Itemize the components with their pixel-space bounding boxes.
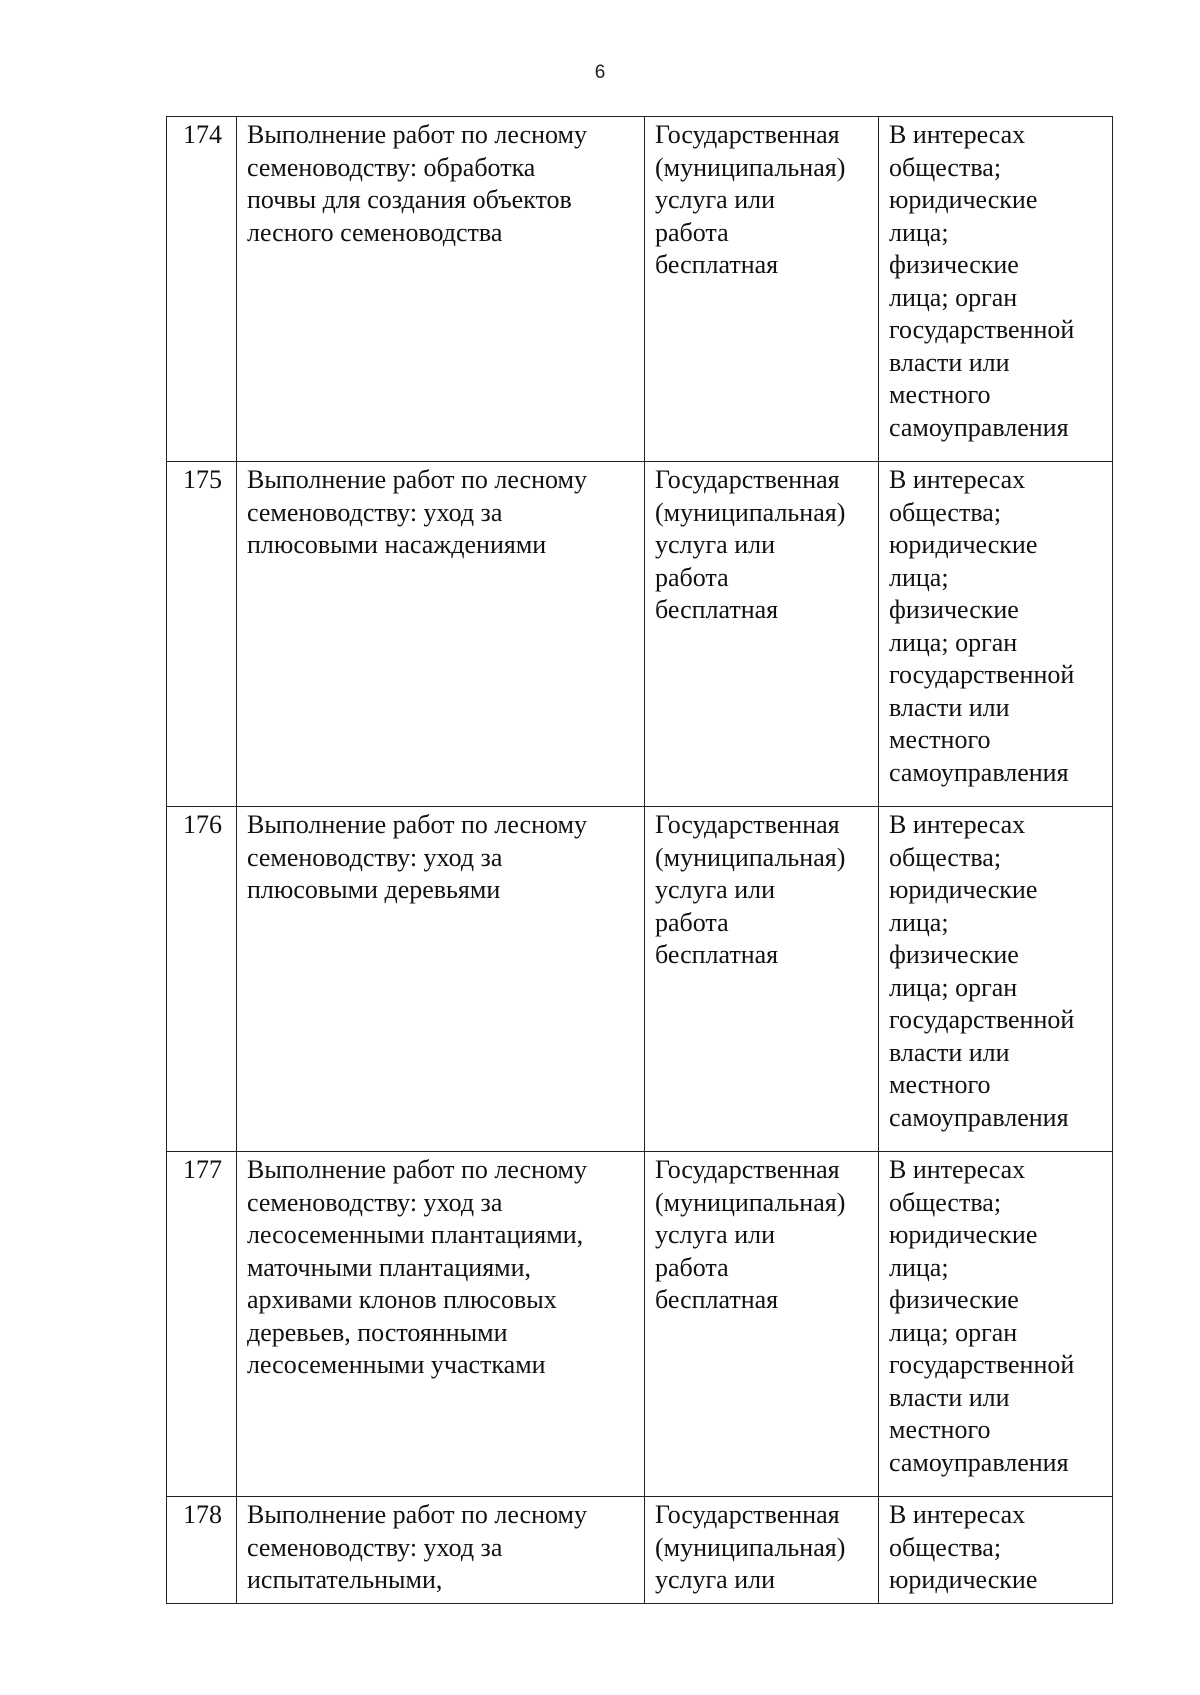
page-number: 6 <box>594 62 606 83</box>
row-number: 177 <box>167 1152 237 1497</box>
recipients-cell <box>879 807 1113 1152</box>
table-row <box>167 807 1113 1152</box>
row-number: 174 <box>167 117 237 462</box>
recipients: В интересах общества; юридические лица; физические лица; орган государственной власти или местного самоуправления <box>889 465 1075 787</box>
service-type: Государственная (муниципальная) услуга или работа бесплатная <box>655 120 846 279</box>
recipients-cell <box>879 1152 1113 1497</box>
table-row <box>167 462 1113 807</box>
services-table <box>166 116 1113 1604</box>
table-row <box>167 1497 1113 1604</box>
service-type: Государственная (муниципальная) услуга или работа бесплатная <box>655 465 846 624</box>
recipients: В интересах общества; юридические <box>889 1500 1038 1594</box>
work-name-cell <box>237 1497 645 1604</box>
service-type: Государственная (муниципальная) услуга или <box>655 1500 846 1594</box>
recipients: В интересах общества; юридические лица; физические лица; орган государственной власти или местного самоуправления <box>889 1155 1075 1477</box>
row-number: 176 <box>167 807 237 1152</box>
work-name-cell <box>237 462 645 807</box>
work-name-cell <box>237 117 645 462</box>
row-number: 178 <box>167 1497 237 1604</box>
recipients-cell <box>879 462 1113 807</box>
service-type-cell <box>645 1152 879 1497</box>
row-number: 175 <box>167 462 237 807</box>
work-name-cell <box>237 807 645 1152</box>
service-type-cell <box>645 117 879 462</box>
table-row <box>167 117 1113 462</box>
recipients-cell <box>879 1497 1113 1604</box>
service-type-cell <box>645 807 879 1152</box>
work-name: Выполнение работ по лесному семеноводству: уход за лесосеменными плантациями, маточными плантациями, архивами клонов плюсовых деревьев, постоянными лесосеменными участками <box>247 1155 587 1379</box>
recipients-cell <box>879 117 1113 462</box>
service-type: Государственная (муниципальная) услуга или работа бесплатная <box>655 810 846 969</box>
table-row <box>167 1152 1113 1497</box>
work-name: Выполнение работ по лесному семеноводству: уход за плюсовыми деревьями <box>247 810 587 904</box>
recipients: В интересах общества; юридические лица; физические лица; орган государственной власти или местного самоуправления <box>889 120 1075 442</box>
work-name: Выполнение работ по лесному семеноводству: уход за плюсовыми насаждениями <box>247 465 587 559</box>
work-name: Выполнение работ по лесному семеноводству: обработка почвы для создания объектов лесного семеноводства <box>247 120 587 247</box>
service-type: Государственная (муниципальная) услуга или работа бесплатная <box>655 1155 846 1314</box>
work-name: Выполнение работ по лесному семеноводству: уход за испытательными, <box>247 1500 587 1594</box>
work-name-cell <box>237 1152 645 1497</box>
recipients: В интересах общества; юридические лица; физические лица; орган государственной власти или местного самоуправления <box>889 810 1075 1132</box>
service-type-cell <box>645 462 879 807</box>
service-type-cell <box>645 1497 879 1604</box>
